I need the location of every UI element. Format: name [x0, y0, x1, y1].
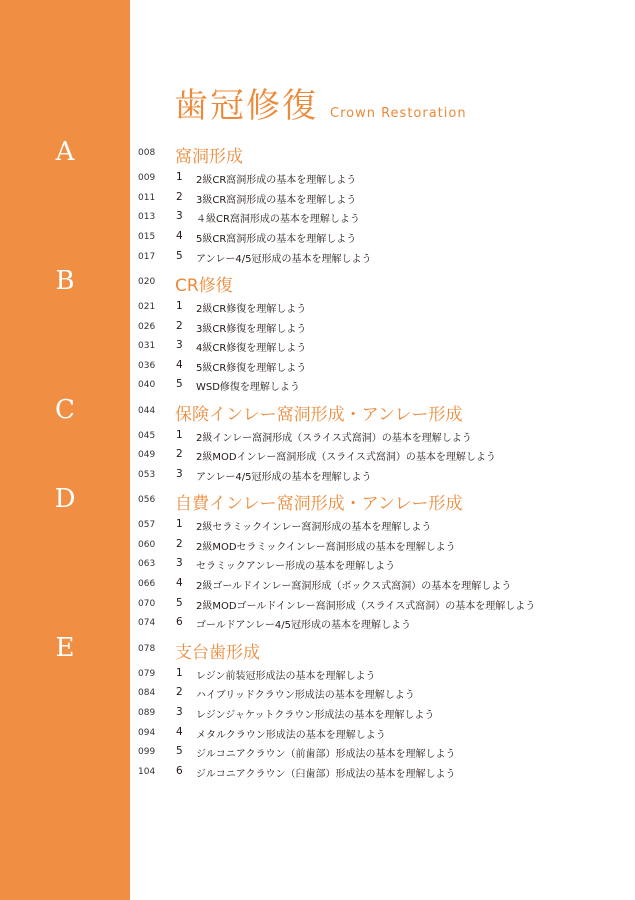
toc-item[interactable]: 2級セラミックインレー窩洞形成の基本を理解しよう: [196, 522, 432, 533]
toc-item[interactable]: ４級CR窩洞形成の基本を理解しよう: [196, 214, 360, 225]
toc-item[interactable]: レジンジャケットクラウン形成法の基本を理解しよう: [196, 710, 435, 721]
item-index: 1: [176, 171, 183, 183]
section-title-d[interactable]: 自費インレー窩洞形成・アンレー形成: [175, 494, 463, 514]
item-page: 021: [138, 302, 156, 312]
item-index: 1: [176, 518, 183, 530]
toc-item[interactable]: 2級MODインレー窩洞形成（スライス式窩洞）の基本を理解しよう: [196, 452, 496, 463]
page-title-row: [174, 78, 467, 127]
item-index: 5: [176, 250, 183, 262]
toc-item[interactable]: 2級ゴールドインレー窩洞形成（ボックス式窩洞）の基本を理解しよう: [196, 581, 512, 592]
section-letter-e: E: [55, 633, 75, 663]
orange-sidebar: [0, 0, 130, 900]
toc-item[interactable]: 4級CR修復を理解しよう: [196, 343, 307, 354]
toc-item[interactable]: ジルコニアクラウン（前歯部）形成法の基本を理解しよう: [196, 749, 456, 760]
toc-item[interactable]: 2級CR修復を理解しよう: [196, 304, 307, 315]
page-subtitle: Crown Restoration: [330, 106, 467, 121]
item-index: 6: [176, 765, 183, 777]
toc-item[interactable]: ハイブリッドクラウン形成法の基本を理解しよう: [196, 690, 415, 701]
item-page: 057: [138, 520, 156, 530]
item-page: 094: [138, 728, 156, 738]
section-letter-b: B: [55, 266, 75, 296]
item-index: 4: [176, 726, 183, 738]
item-index: 5: [176, 745, 183, 757]
toc-item[interactable]: セラミックアンレー形成の基本を理解しよう: [196, 561, 396, 572]
item-index: 3: [176, 210, 183, 222]
item-page: 066: [138, 579, 156, 589]
item-page: 011: [138, 193, 156, 203]
section-title-b[interactable]: CR修復: [175, 276, 233, 296]
item-page: 089: [138, 708, 156, 718]
item-index: 2: [176, 538, 183, 550]
item-index: 2: [176, 191, 183, 203]
section-letter-c: C: [55, 395, 75, 425]
item-page: 063: [138, 559, 156, 569]
section-letter-a: A: [55, 137, 75, 167]
item-index: 5: [176, 597, 183, 609]
item-page: 009: [138, 173, 156, 183]
section-letter-d: D: [54, 484, 76, 514]
item-page: 026: [138, 322, 156, 332]
item-index: 2: [176, 320, 183, 332]
item-page: 060: [138, 540, 156, 550]
item-page: 084: [138, 688, 156, 698]
toc-item[interactable]: ジルコニアクラウン（臼歯部）形成法の基本を理解しよう: [196, 769, 456, 780]
toc-item[interactable]: ゴールドアンレー4/5冠形成の基本を理解しよう: [196, 620, 411, 631]
toc-item[interactable]: 5級CR修復を理解しよう: [196, 363, 307, 374]
item-index: 1: [176, 667, 183, 679]
section-page-a: 008: [138, 148, 156, 158]
item-index: 2: [176, 448, 183, 460]
section-page-c: 044: [138, 406, 156, 416]
page-title: 歯冠修復: [174, 86, 318, 126]
item-page: 013: [138, 212, 156, 222]
item-index: 3: [176, 339, 183, 351]
toc-item[interactable]: 3級CR窩洞形成の基本を理解しよう: [196, 195, 357, 206]
item-page: 017: [138, 252, 156, 262]
toc-item[interactable]: 3級CR修復を理解しよう: [196, 324, 307, 335]
item-page: 099: [138, 747, 156, 757]
item-page: 015: [138, 232, 156, 242]
item-page: 070: [138, 599, 156, 609]
item-page: 045: [138, 431, 156, 441]
item-index: 4: [176, 577, 183, 589]
item-index: 6: [176, 616, 183, 628]
item-page: 104: [138, 767, 156, 777]
toc-item[interactable]: アンレー4/5冠形成の基本を理解しよう: [196, 254, 372, 265]
toc-item[interactable]: 2級CR窩洞形成の基本を理解しよう: [196, 175, 357, 186]
item-page: 040: [138, 380, 156, 390]
toc-item[interactable]: レジン前装冠形成法の基本を理解しよう: [196, 671, 376, 682]
item-index: 2: [176, 686, 183, 698]
item-index: 3: [176, 706, 183, 718]
toc-item[interactable]: メタルクラウン形成法の基本を理解しよう: [196, 730, 386, 741]
section-title-e[interactable]: 支台歯形成: [175, 643, 260, 663]
item-index: 5: [176, 378, 183, 390]
toc-item[interactable]: 2級インレー窩洞形成（スライス式窩洞）の基本を理解しよう: [196, 433, 472, 444]
item-index: 3: [176, 468, 183, 480]
toc-item[interactable]: 2級MODゴールドインレー窩洞形成（スライス式窩洞）の基本を理解しよう: [196, 601, 536, 612]
item-page: 074: [138, 618, 156, 628]
toc-item[interactable]: 5級CR窩洞形成の基本を理解しよう: [196, 234, 357, 245]
item-page: 053: [138, 470, 156, 480]
section-page-d: 056: [138, 495, 156, 505]
item-index: 1: [176, 429, 183, 441]
item-page: 079: [138, 669, 156, 679]
item-index: 4: [176, 230, 183, 242]
section-page-b: 020: [138, 277, 156, 287]
item-index: 4: [176, 359, 183, 371]
item-index: 1: [176, 300, 183, 312]
item-page: 036: [138, 361, 156, 371]
toc-item[interactable]: 2級MODセラミックインレー窩洞形成の基本を理解しよう: [196, 542, 456, 553]
section-title-a[interactable]: 窩洞形成: [175, 147, 243, 167]
section-page-e: 078: [138, 644, 156, 654]
toc-item[interactable]: アンレー4/5冠形成の基本を理解しよう: [196, 472, 372, 483]
toc-item[interactable]: WSD修復を理解しよう: [196, 382, 300, 393]
item-index: 3: [176, 557, 183, 569]
item-page: 049: [138, 450, 156, 460]
section-title-c[interactable]: 保険インレー窩洞形成・アンレー形成: [175, 405, 463, 425]
item-page: 031: [138, 341, 156, 351]
